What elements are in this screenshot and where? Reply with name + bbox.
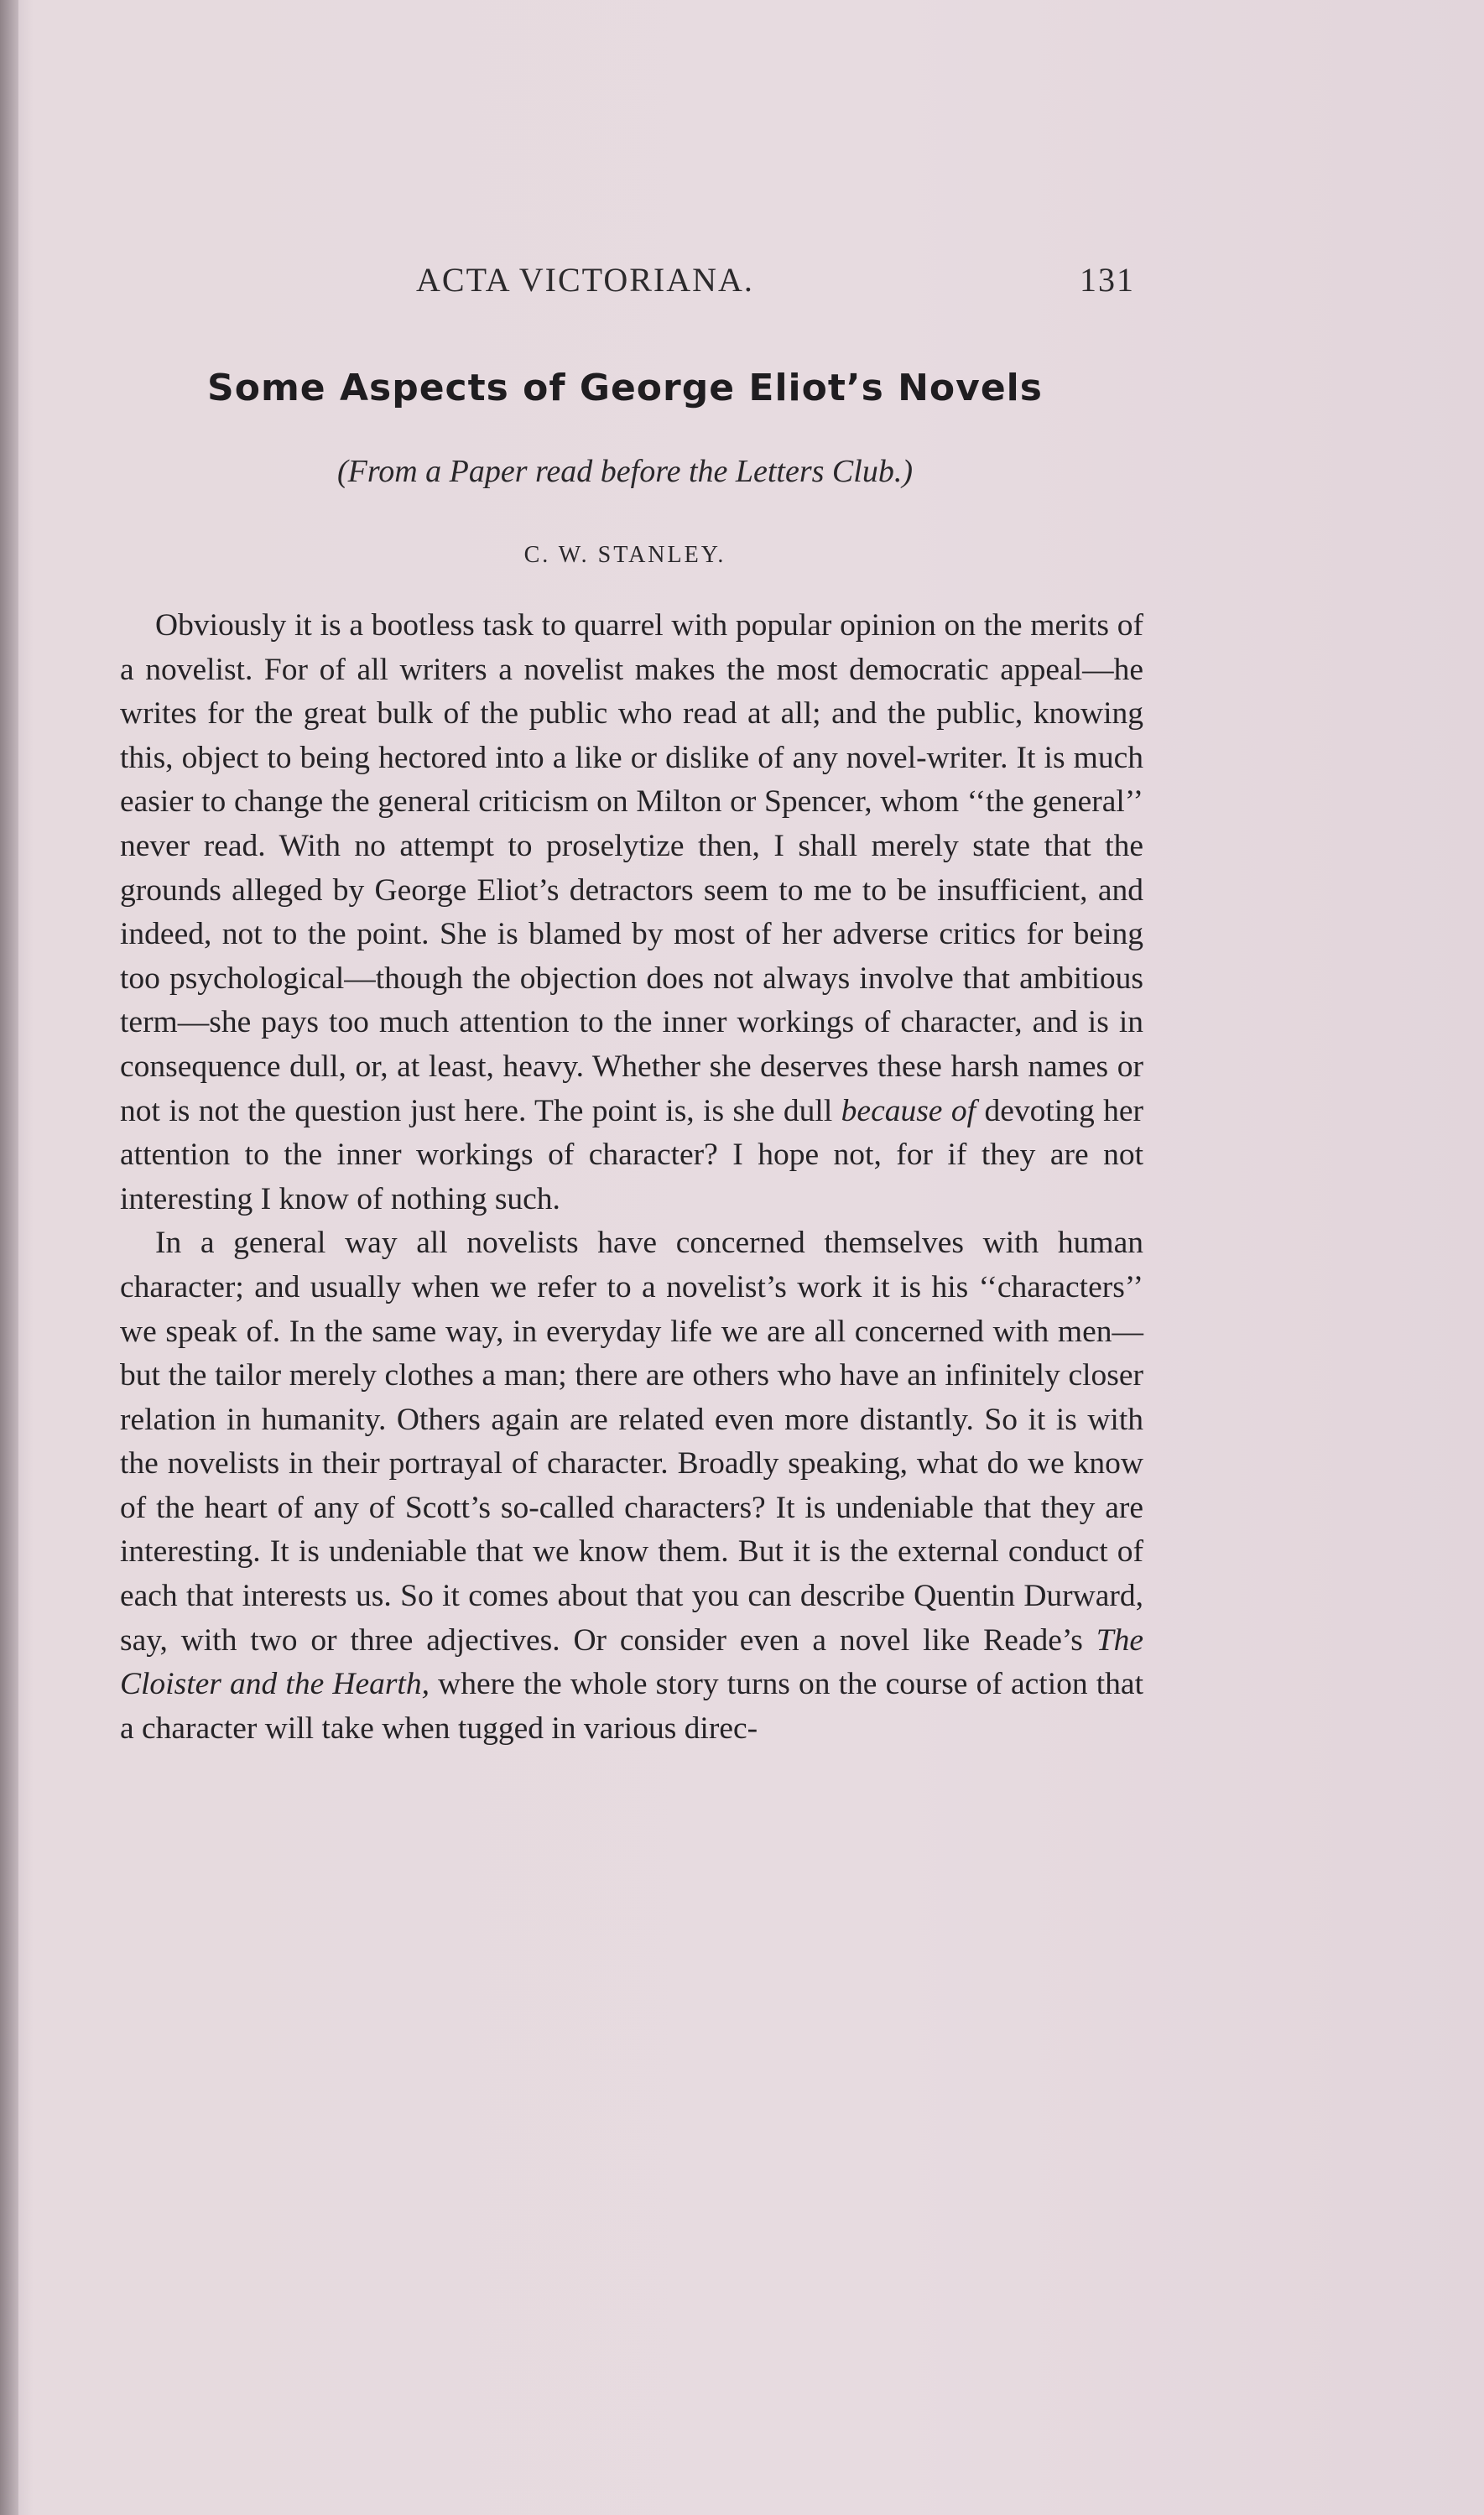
text-segment: Obviously it is a bootless task to quarrel with popular opinion on the merits of a novelist. For of all writers a novelist makes the most democratic appeal—he writes for the great bulk of the public who read at all; and the public, knowing this, object to being hectored into a like or dislike of any novel-writer. It is much easier to change the general criticism on Milton or Spencer, whom ‘‘the general’’ never read. With no attempt to proselytize then, I shall merely state that the grounds alleged by George Eliot’s detractors seem to me to be insufficient, and indeed, not to the point. She is blamed by most of her adverse critics for being too psychological—though the objection does not always involve that ambitious term—she pays too much attention to the inner workings of character, and is in consequence dull, or, at least, heavy. Whether she deserves these harsh names or not is not the question just here. The point is, is she dull	[120, 608, 1143, 1128]
paragraph-1	[120, 604, 1143, 1221]
book-spine-shadow	[0, 0, 18, 2515]
article-subtitle: (From a Paper read before the Letters Club.)	[336, 454, 913, 489]
article-title: Some Aspects of George Eliot’s Novels	[207, 367, 1043, 409]
text-segment: where the whole story turns on the course of action that a character will take when tugged in various direc-	[120, 1667, 1143, 1746]
article-author: C. W. STANLEY.	[523, 542, 726, 568]
paragraph-2	[120, 1221, 1143, 1751]
article-body	[120, 604, 1143, 1751]
italic-segment: The Cloister and the Hearth,	[120, 1622, 1143, 1702]
text-segment: In a general way all novelists have concerned themselves with human character; and usually when we refer to a novelist’s work it is his ‘‘characters’’ we speak of. In the same way, in everyday life we are all concerned with men—but the tailor merely clothes a man; there are others who have an infinitely closer relation in humanity. Others again are related even more distantly. So it is with the novelists in their portrayal of character. Broadly speaking, what do we know of the heart of any of Scott’s so-called characters? It is undeniable that they are interesting. It is undeniable that we know them. But it is the external conduct of each that interests us. So it comes about that you can describe Quentin Durward, say, with two or three adjectives. Or consider even a novel like Reade’s	[120, 1226, 1143, 1658]
page-number: 131	[1080, 261, 1135, 299]
journal-title: ACTA VICTORIANA.	[416, 261, 754, 299]
text-segment: devoting her attention to the inner workings of character? I hope not, for if they are not interesting I know of nothing such.	[120, 1093, 1143, 1216]
italic-segment: because of	[841, 1093, 976, 1128]
